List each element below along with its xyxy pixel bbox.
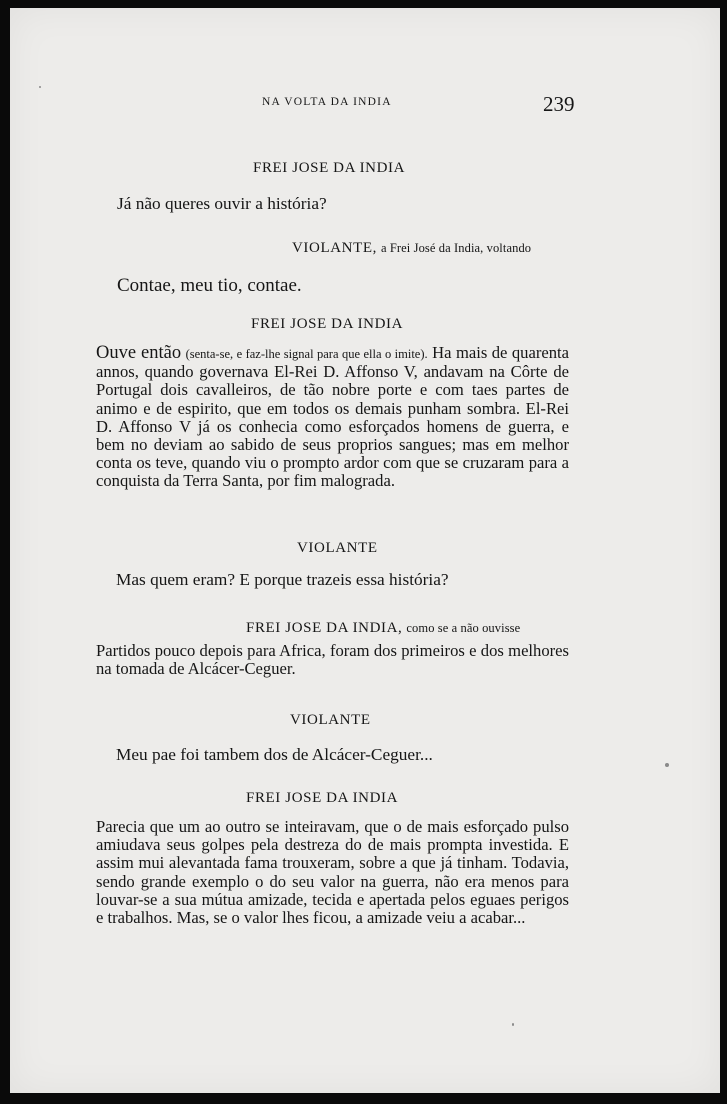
stage-direction: a Frei José da India, voltando	[380, 241, 532, 255]
stage-direction: como se a não ouvisse	[406, 621, 521, 635]
speaker-name: VIOLANTE,	[292, 240, 377, 256]
page-number: 239	[543, 92, 575, 116]
speaker-heading-5	[246, 620, 520, 637]
speaker-heading-7: FREI JOSE DA INDIA	[246, 790, 399, 806]
paper-speck	[39, 86, 41, 88]
speaker-heading-1: FREI JOSE DA INDIA	[253, 160, 406, 176]
dialogue-line-2: Contae, meu tio, contae.	[117, 275, 302, 296]
paragraph-body: Ha mais de quarenta annos, quando governava El-Rei D. Affonso V, andavam na Côrte de Portugal dois cavalleiros, de tão nobre porte e com taes partes de animo e de espirito, que em todos os demais punham sombra. El-Rei D. Affonso V já os conhecia como esforçados homens de guerra, e bem no deviam ao sabido de seus proprios sangues; mas em melhor conta os teve, quando viu o prompto ardor com que se cruzaram para a conquista da Terra Santa, por fim malograda.	[96, 343, 570, 491]
speaker-heading-3: FREI JOSE DA INDIA	[251, 316, 404, 332]
speaker-heading-6: VIOLANTE	[290, 712, 371, 728]
paper-speck	[665, 763, 669, 767]
speaker-heading-4: VIOLANTE	[297, 540, 378, 556]
inline-stage-direction: (senta-se, e faz-lhe signal para que ella o imite).	[185, 347, 428, 361]
book-page	[10, 8, 720, 1093]
speech-paragraph-3: Parecia que um ao outro se inteiravam, que o de mais esforçado pulso amiudava seus golpes pela destreza do de mais prompta investida. E assim mui alevantada fama trouxeram, sobre a que já tinham. Todavia, sendo grande exemplo o do seu valor na guerra, não era menos para louvar-se a sua mútua amizade, tecida e apertada pelos eguaes perigos e trabalhos. Mas, se o valor lhes ficou, a amizade veiu a acabar...	[96, 817, 569, 928]
speaker-name: FREI JOSE DA INDIA,	[246, 620, 403, 636]
dialogue-line-3: Mas quem eram? E porque trazeis essa história?	[116, 570, 449, 589]
running-title: NA VOLTA DA INDIA	[262, 96, 392, 108]
speech-paragraph-2: Partidos pouco depois para Africa, foram dos primeiros e dos melhores na tomada de Alcácer-Ceguer.	[96, 641, 569, 679]
paragraph-opening: Ouve então	[96, 343, 182, 363]
dialogue-line-4: Meu pae foi tambem dos de Alcácer-Ceguer...	[116, 745, 433, 764]
speech-paragraph-1	[96, 344, 569, 491]
speaker-heading-2	[292, 240, 531, 257]
dialogue-line-1: Já não queres ouvir a história?	[117, 194, 327, 213]
paper-speck	[512, 1023, 514, 1026]
